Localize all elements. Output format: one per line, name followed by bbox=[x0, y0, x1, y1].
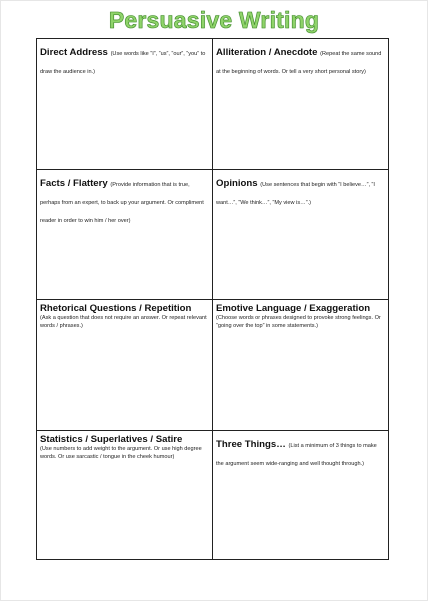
cell-heading: Facts / Flattery bbox=[40, 178, 111, 189]
cell-heading: Alliteration / Anecdote bbox=[216, 47, 321, 58]
cell-opinions bbox=[213, 170, 389, 300]
cell-heading: Statistics / Superlatives / Satire bbox=[40, 434, 183, 445]
cell-rhetorical-questions-repetition bbox=[37, 300, 213, 431]
cell-heading: Rhetorical Questions / Repetition bbox=[40, 303, 192, 314]
cell-description: (Repeat the same sound at the beginning of words. Or tell a very short personal story) bbox=[216, 51, 382, 75]
cell-emotive-language-exaggeration bbox=[213, 300, 389, 431]
cell-description: (Ask a question that does not require an answer. Or repeat relevant words / phrases.) bbox=[40, 315, 207, 329]
cell-description: (List a minimum of 3 things to make the argument seem wide-ranging and well thought through.) bbox=[216, 443, 377, 467]
cell-description: (Use words like “I”, “us”, “our”, “you” to draw the audience in.) bbox=[40, 51, 206, 75]
cell-description: (Use sentences that begin with “I believe…”, “I want…”, “We think…”, “My view is…”.) bbox=[216, 182, 375, 206]
worksheet-title: Persuasive Writing bbox=[108, 7, 320, 33]
cell-statistics-superlatives-satire bbox=[37, 431, 213, 559]
cell-heading: Direct Address bbox=[40, 47, 111, 58]
cell-three-things bbox=[213, 431, 389, 559]
cell-heading: Opinions bbox=[216, 178, 261, 189]
technique-grid bbox=[36, 38, 389, 560]
cell-facts-flattery bbox=[37, 170, 213, 300]
cell-heading: Emotive Language / Exaggeration bbox=[216, 303, 371, 314]
cell-description: (Provide information that is true, perhaps from an expert, to back up your argument. Or compliment reader in order to win him / her over) bbox=[40, 182, 204, 224]
cell-heading: Three Things… bbox=[216, 439, 289, 450]
cell-direct-address bbox=[37, 39, 213, 170]
cell-description: (Choose words or phrases designed to provoke strong feelings. Or “going over the top” in some statements.) bbox=[216, 315, 381, 329]
cell-alliteration-anecdote bbox=[213, 39, 389, 170]
cell-description: (Use numbers to add weight to the argument. Or use high degree words. Or use sarcastic / tongue in the cheek humour) bbox=[40, 446, 202, 460]
